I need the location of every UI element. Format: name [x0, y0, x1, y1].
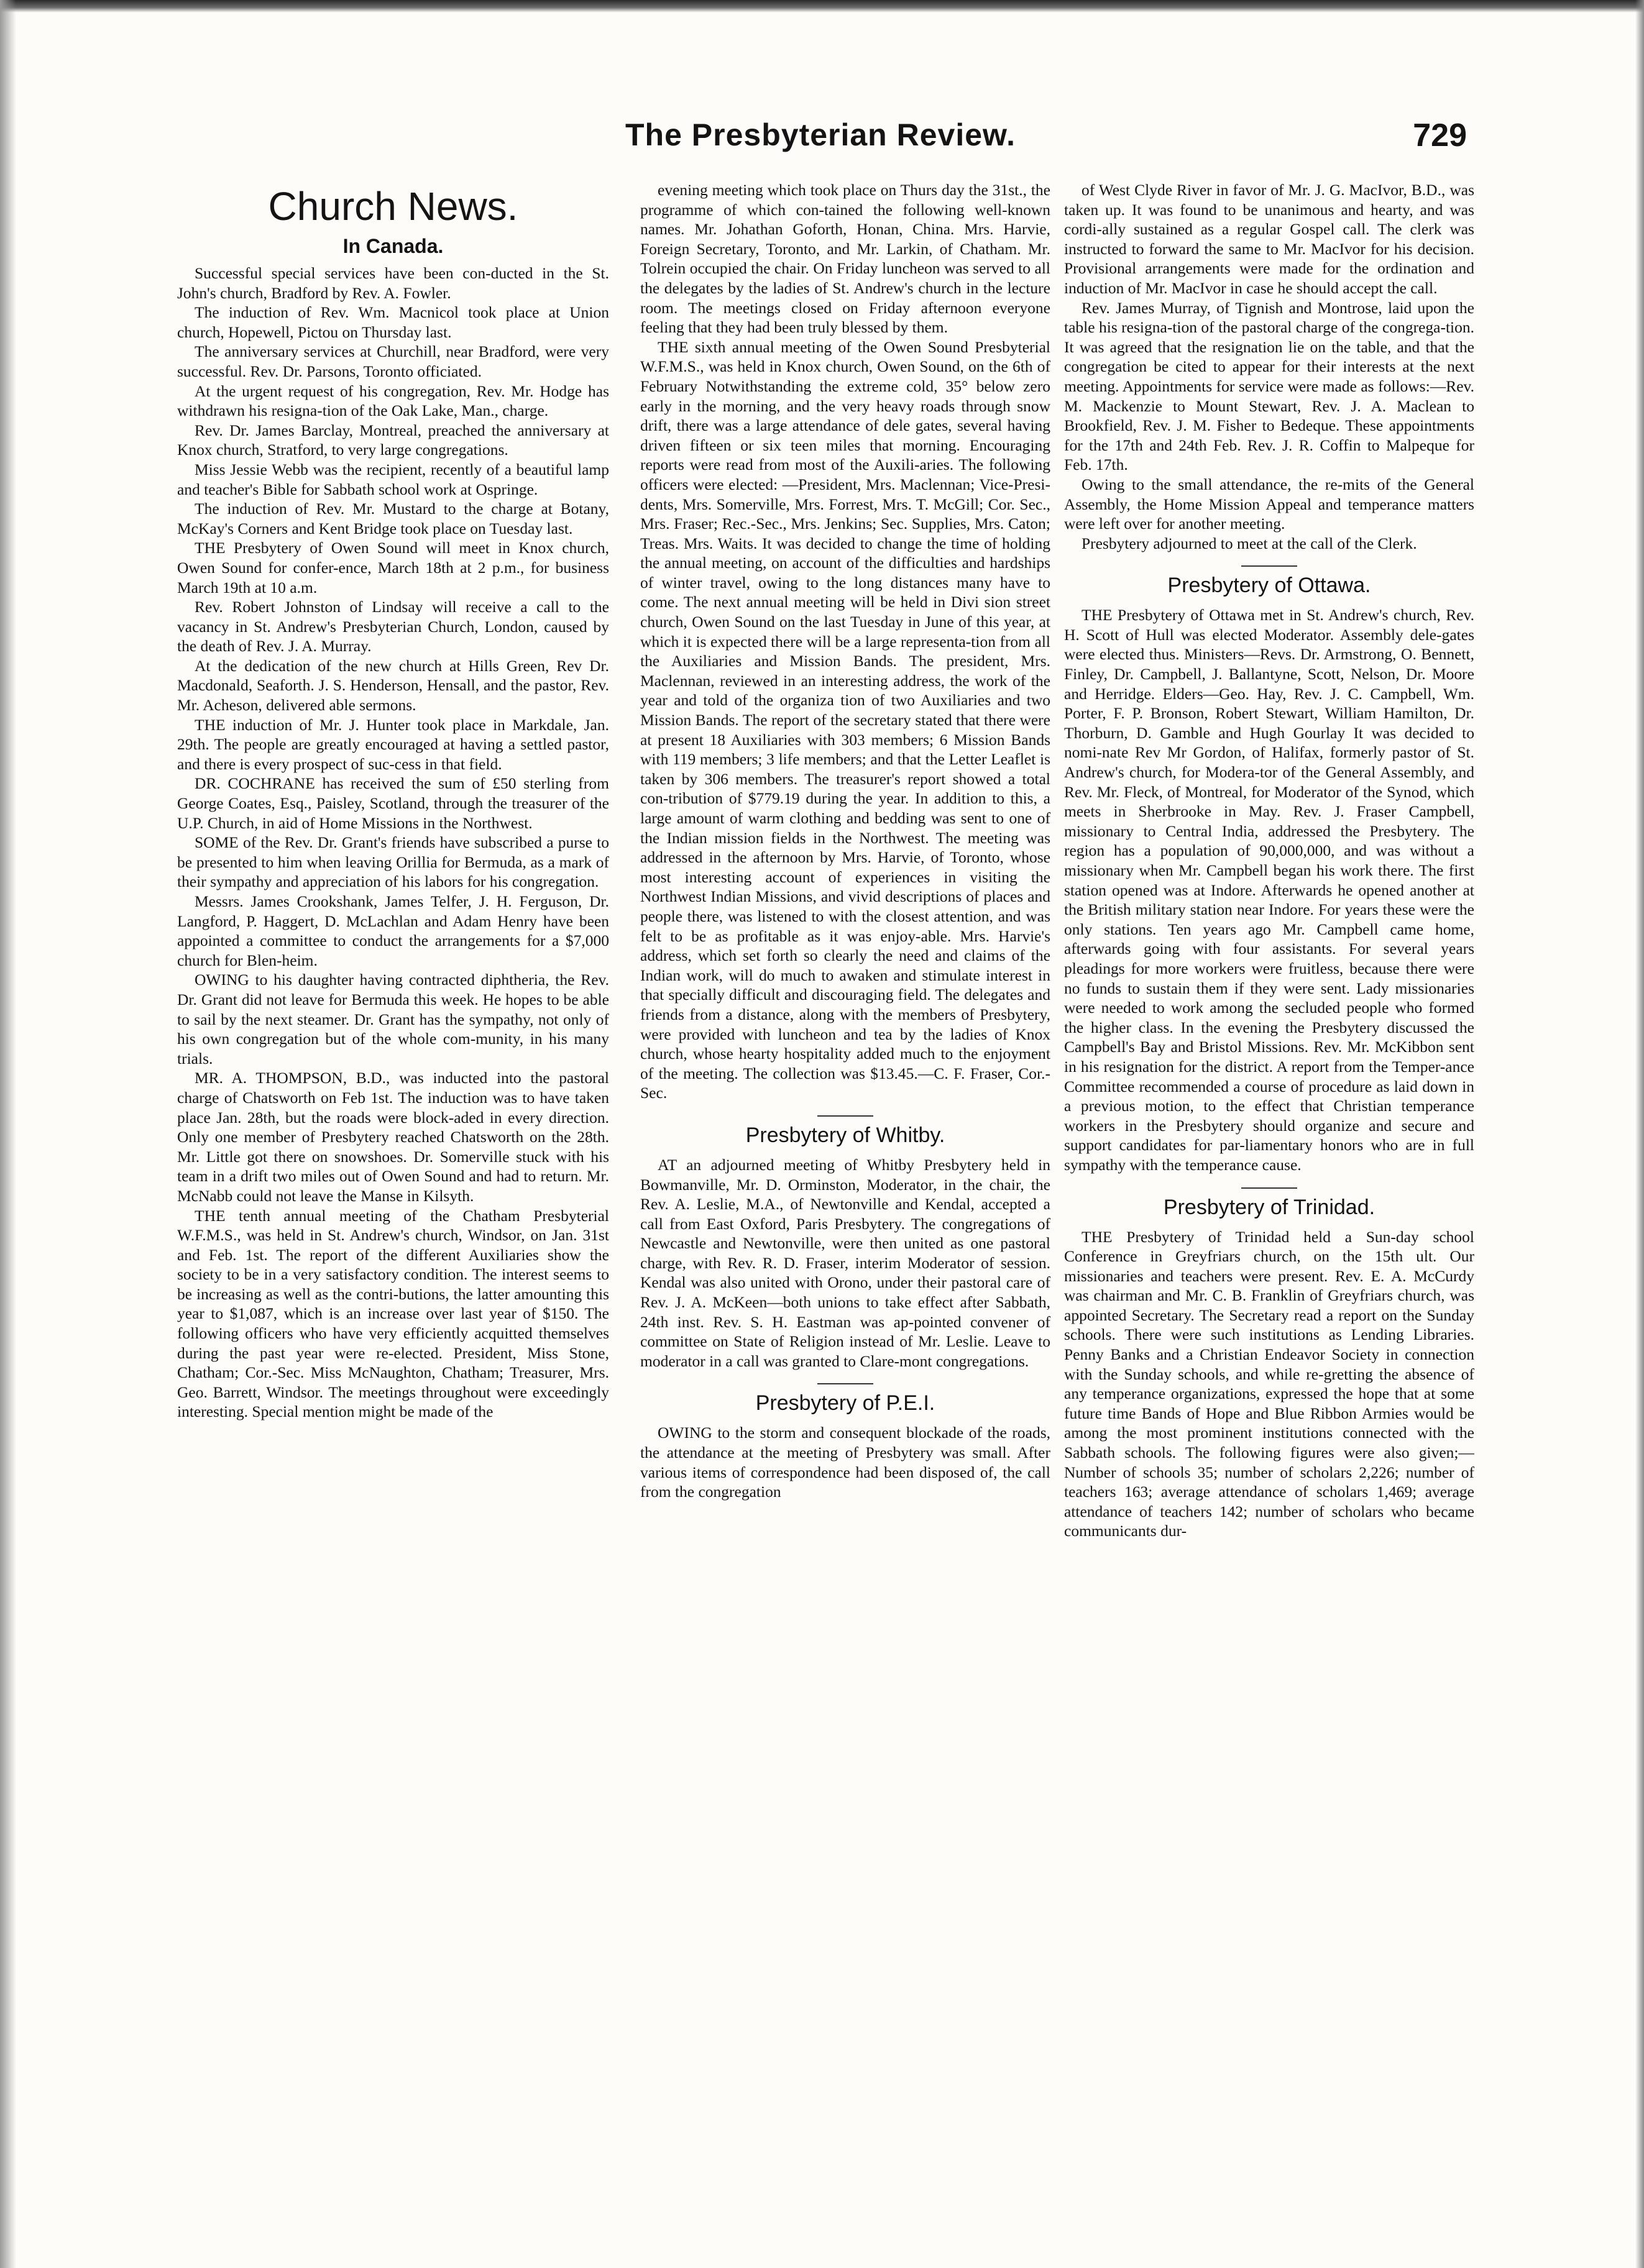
- news-paragraph: THE induction of Mr. J. Hunter took place in Markdale, Jan. 29th. The people are greatly encouraged at having a settled pastor, and there is every prospect of suc-cess in that field.: [177, 715, 609, 773]
- column-2: [640, 180, 1050, 2200]
- news-paragraph: Owing to the small attendance, the re-mits of the General Assembly, the Home Mission Appeal and temperance matters were left over for another meeting.: [1064, 475, 1474, 533]
- news-paragraph: Presbytery adjourned to meet at the call of the Clerk.: [1081, 534, 1417, 552]
- news-paragraph: evening meeting which took place on Thurs day the 31st., the programme of which con-tained the following well-known names. Mr. Johathan Goforth, Honan, China. Mrs. Harvie, Foreign Secretary, Toronto, and Mr. Larkin, of Chatham. Mr. Tolrein occupied the chair. On Friday luncheon was served to all the delegates by the ladies of St. Andrew's church in the lecture room. The meetings closed on Friday afternoon everyone feeling that they had been truly blessed by them.: [640, 181, 1050, 337]
- news-paragraph: DR. COCHRANE has received the sum of £50 sterling from George Coates, Esq., Paisley, Scotland, through the treasurer of the U.P. Church, in aid of Home Missions in the Northwest.: [177, 774, 609, 832]
- scan-edge-left: [0, 0, 16, 2268]
- news-paragraph: Rev. James Murray, of Tignish and Montrose, laid upon the table his resigna-tion of the pastoral charge of the congrega-tion. It was agreed that the resignation lie on the table, and that the congregation be cited to appear for their interests at the next meeting. Appointments for service were made as follows:—Rev. M. Mackenzie to Mount Stewart, Rev. J. A. Maclean to Brookfield, Rev. J. M. Fisher to Bedeque. These appointments for the 17th and 24th Feb. Rev. J. R. Coffin to Malpeque for Feb. 17th.: [1064, 298, 1474, 474]
- heading-presbytery-whitby: Presbytery of Whitby.: [745, 1123, 945, 1147]
- scan-edge-top: [0, 0, 1644, 12]
- section-rule: [817, 1115, 873, 1117]
- news-paragraph: Rev. Dr. James Barclay, Montreal, preached the anniversary at Knox church, Stratford, to very large congregations.: [177, 421, 609, 459]
- heading-presbytery-pei: Presbytery of P.E.I.: [755, 1391, 935, 1415]
- news-paragraph: Rev. Robert Johnston of Lindsay will receive a call to the vacancy in St. Andrew's Presbyterian Church, London, caused by the death of Rev. J. A. Murray.: [177, 598, 609, 656]
- news-paragraph: Miss Jessie Webb was the recipient, recently of a beautiful lamp and teacher's Bible for Sabbath school work at Ospringe.: [177, 460, 609, 498]
- news-paragraph: The induction of Rev. Mr. Mustard to the charge at Botany, McKay's Corners and Kent Bridge took place on Tuesday last.: [177, 500, 609, 537]
- news-paragraph: OWING to his daughter having contracted diphtheria, the Rev. Dr. Grant did not leave for Bermuda this week. He hopes to be able to sail by the next steamer. Dr. Grant has the sympathy, not only of his own congregation but of the whole com-munity, in his many trials.: [177, 971, 609, 1068]
- news-paragraph: The induction of Rev. Wm. Macnicol took place at Union church, Hopewell, Pictou on Thursday last.: [177, 303, 609, 341]
- news-paragraph: The anniversary services at Churchill, near Bradford, were very successful. Rev. Dr. Parsons, Toronto officiated.: [177, 342, 609, 380]
- news-paragraph: At the urgent request of his congregation, Rev. Mr. Hodge has withdrawn his resigna-tion of the Oak Lake, Man., charge.: [177, 382, 609, 420]
- news-paragraph: SOME of the Rev. Dr. Grant's friends have subscribed a purse to be presented to him when leaving Orillia for Bermuda, as a mark of their sympathy and appreciation of his labors for his congregation.: [177, 833, 609, 891]
- column-1: [177, 180, 609, 2200]
- subsection-title: In Canada.: [342, 235, 444, 257]
- news-paragraph: At the dedication of the new church at Hills Green, Rev Dr. Macdonald, Seaforth. J. S. Henderson, Hensall, and the pastor, Rev. Mr. Acheson, delivered able sermons.: [177, 656, 609, 715]
- news-paragraph: OWING to the storm and consequent blockade of the roads, the attendance at the meeting of Presbytery was small. After various items of correspondence had been disposed of, the call from the congregation: [640, 1424, 1050, 1501]
- news-paragraph: MR. A. THOMPSON, B.D., was inducted into the pastoral charge of Chatsworth on Feb 1st. The induction was to have taken place Jan. 28th, but the roads were block-aded in every direction. Only one member of Presbytery reached Chatsworth on the 28th. Mr. Little got there on snowshoes. Dr. Somerville stuck with his team in a drift two miles out of Owen Sound and had to return. Mr. McNabb could not leave the Manse in Kilsyth.: [177, 1069, 609, 1205]
- scan-edge-right: [1635, 0, 1644, 2268]
- news-paragraph: THE Presbytery of Trinidad held a Sun-day school Conference in Greyfriars church, on the 15th ult. Our missionaries and teachers were present. Rev. E. A. McCurdy was chairman and Mr. C. B. Franklin of Greyfriars church, was appointed Secretary. The Secretary read a report on the Sunday schools. There were such institutions as Lending Libraries. Penny Banks and a Christian Endeavor Society in connection with the Sunday schools, and while re-gretting the absence of any temperance organizations, expressed the hope that at some future time Bands of Hope and Blue Ribbon Armies would be among the most prominent institutions connected with the Sabbath schools. The following figures were also given;—Number of schools 35; number of scholars 2,226; number of teachers 163; average attendance of scholars 1,469; average attendance of teachers 142; number of scholars who became communicants dur-: [1064, 1227, 1474, 1540]
- news-paragraph: Messrs. James Crookshank, James Telfer, J. H. Ferguson, Dr. Langford, P. Haggert, D. McLachlan and Adam Henry have been appointed a committee to conduct the arrangements for a $7,000 church for Blen-heim.: [177, 892, 609, 969]
- page-number: 729: [1413, 117, 1467, 153]
- heading-presbytery-trinidad: Presbytery of Trinidad.: [1163, 1195, 1375, 1219]
- heading-presbytery-ottawa: Presbytery of Ottawa.: [1167, 574, 1371, 598]
- news-paragraph: THE Presbytery of Ottawa met in St. Andrew's church, Rev. H. Scott of Hull was elected Moderator. Assembly dele-gates were elected thus. Ministers—Revs. Dr. Armstrong, O. Bennett, Finley, Dr. Campbell, J. Ballantyne, Scott, Nelson, Dr. Moore and Herridge. Elders—Geo. Hay, Rev. J. C. Campbell, Wm. Porter, F. P. Bronson, Robert Stewart, William Hamilton, Dr. Thorburn, D. Gamble and Hugh Gourlay It was decided to nomi-nate Rev Mr Gordon, of Halifax, formerly pastor of St. Andrew's church, for Modera-tor of the General Assembly, and Rev. Mr. Fleck, of Montreal, for Moderator of the Synod, which meets in Sherbrooke in May. Rev. J. Fraser Campbell, missionary to Central India, addressed the Presbytery. The region has a population of 90,000,000, and was without a missionary when Mr. Campbell began his work there. The first station opened was at Indore. Afterwards he opened another at the British military station near Indore. For years these were the only stations. Ten years ago Mr. Campbell came home, afterwards going with four assistants. For several years pleadings for more workers were fruitless, because there were no funds to sustain them if they were sent. Lady missionaries were needed to work among the secluded people who formed the higher class. In the evening the Presbytery discussed the Campbell's Bay and Bristol Missions. Rev. Mr. McKibbon sent in his resignation for the district. A report from the Temper-ance Committee recommended a course of procedure as laid down in a previous motion, to the effect that Christian temperance workers in the Presbytery should organize and secure and support candidates for par-liamentary honors who are in full sympathy with the temperance cause.: [1064, 606, 1474, 1174]
- news-paragraph: THE Presbytery of Owen Sound will meet in Knox church, Owen Sound for confer-ence, March 18th at 2 p.m., for business March 19th at 10 a.m.: [177, 539, 609, 597]
- news-paragraph: of West Clyde River in favor of Mr. J. G. MacIvor, B.D., was taken up. It was found to be unanimous and hearty, and was cordi-ally sustained as a regular Gospel call. The clerk was instructed to forward the same to Mr. MacIvor for his decision. Provisional arrangements were made for the ordination and induction of Mr. MacIvor in case he should accept the call.: [1064, 181, 1474, 297]
- journal-title: The Presbyterian Review.: [625, 117, 1016, 152]
- news-paragraph: AT an adjourned meeting of Whitby Presbytery held in Bowmanville, Mr. D. Orminston, Moderator, in the chair, the Rev. A. Leslie, M.A., of Newtonville and Kendal, accepted a call from East Oxford, Paris Presbytery. The congregations of Newcastle and Newtonville, were then united as one pastoral charge, with Rev. R. D. Fraser, interim Moderator of session. Kendal was also united with Orono, under their pastoral care of Rev. J. A. McKeen—both unions to take effect after Sabbath, 24th inst. Rev. S. H. Eastman was ap-pointed convener of committee on State of Religion instead of Mr. Leslie. Leave to moderator in a call was granted to Clare-mont congregations.: [640, 1155, 1050, 1370]
- column-3: [1064, 180, 1474, 2200]
- news-paragraph: THE sixth annual meeting of the Owen Sound Presbyterial W.F.M.S., was held in Knox church, Owen Sound, on the 6th of February Notwithstanding the extreme cold, 35° below zero early in the morning, and the very heavy roads through snow drift, there was a large attendance of dele gates, several having driven fifteen or six teen miles that morning. Encouraging reports were read from most of the Auxili-aries. The following officers were elected: —President, Mrs. Maclennan; Vice-Presi-dents, Mrs. Somerville, Mrs. Forrest, Mrs. T. McGill; Cor. Sec., Mrs. Fraser; Rec.-Sec., Mrs. Jenkins; Sec. Supplies, Mrs. Caton; Treas. Mrs. Waits. It was decided to change the time of holding the annual meeting, on account of the difficulties and hardships of winter travel, owing to the long distances many have to come. The next annual meeting will be held in Divi sion street church, Owen Sound on the last Tuesday in June of this year, at which it is expected there will be a large representa-tion from all the Auxiliaries and Mission Bands. The president, Mrs. Maclennan, reviewed in an interesting address, the work of the year and told of the organiza tion of two Auxiliaries and two Mission Bands. The report of the secretary stated that there were at present 18 Auxiliaries with 303 members; 6 Mission Bands with 119 members; 3 life members; and that the Letter Leaflet is taken by 306 members. The treasurer's report showed a total con-tribution of $779.19 during the year. In addition to this, a large amount of warm clothing and bedding was sent to one of the Indian mission fields in the Northwest. The meeting was addressed in the afternoon by Mrs. Harvie, of Toronto, whose most interesting account of experiences in visiting the Northwest Indian Missions, and vivid descriptions of places and people there, was listened to with the closest attention, and was felt to be as profitable as it was enjoy-able. Mrs. Harvie's address, which set forth so clearly the need and claims of the Indian work, will do much to awaken and stimulate interest in that specially difficult and discouraging field. The delegates and friends from a distance, along with the members of Presbytery, were provided with luncheon and tea by the ladies of Knox church, whose hearty hospitality added much to the enjoyment of the meeting. The collection was $13.45.—C. F. Fraser, Cor.-Sec.: [640, 337, 1050, 1102]
- news-paragraph: THE tenth annual meeting of the Chatham Presbyterial W.F.M.S., was held in St. Andrew's church, Windsor, on Jan. 31st and Feb. 1st. The report of the different Auxiliaries show the society to be in a very satisfactory condition. The interest seems to be increasing as well as the contri-butions, the latter amounting this year to $1,087, which is an increase over last year of $150. The following officers who have very efficiently acquitted themselves during the past year were re-elected. President, Miss Stone, Chatham; Cor.-Sec. Miss McNaughton, Chatham; Treasurer, Mrs. Geo. Barrett, Windsor. The meetings throughout were exceedingly interesting. Special mention might be made of the: [177, 1206, 609, 1421]
- section-rule: [1241, 1187, 1297, 1189]
- section-title: Church News.: [268, 184, 518, 229]
- page-header: [174, 117, 1467, 167]
- news-paragraph: Successful special services have been con-ducted in the St. John's church, Bradford by Rev. A. Fowler.: [177, 264, 609, 302]
- section-rule: [1241, 565, 1297, 567]
- section-rule: [817, 1383, 873, 1384]
